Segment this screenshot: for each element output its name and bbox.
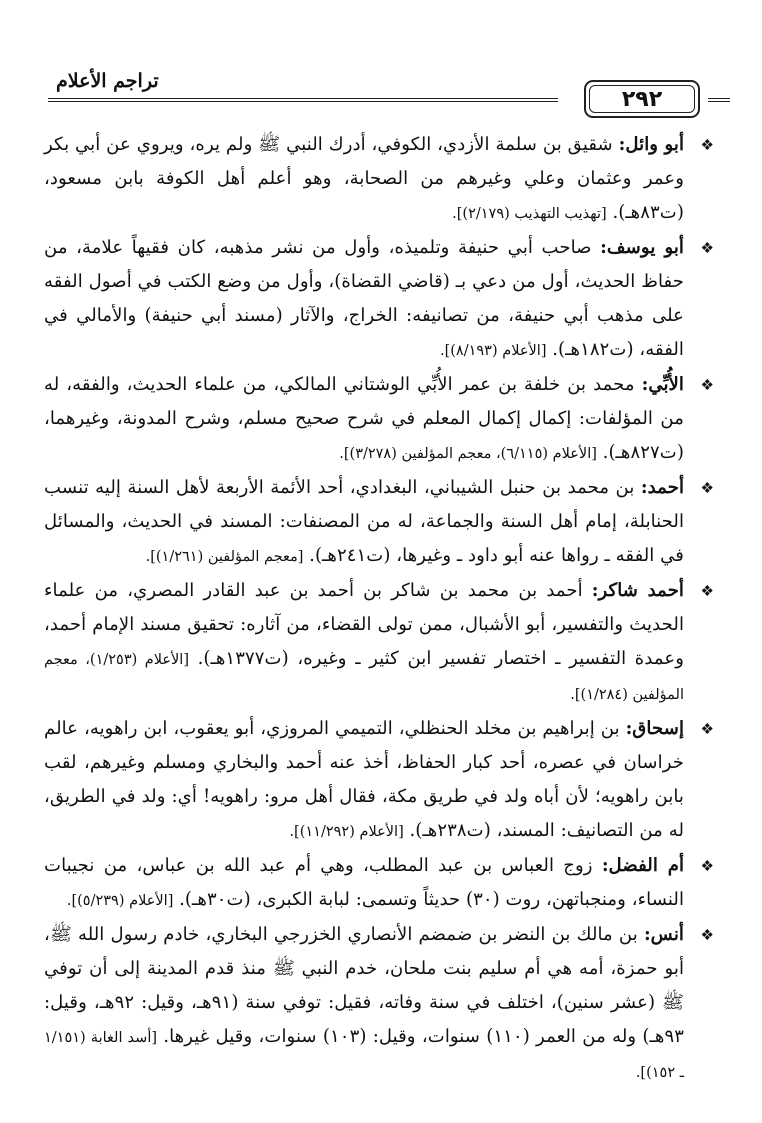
entry-name: الأُبِّي: (641, 374, 684, 395)
entry-name: أبو وائل: (618, 134, 685, 155)
diamond-bullet-icon: ❖ (700, 376, 714, 394)
biography-entry (44, 849, 714, 918)
entry-name: إسحاق: (625, 718, 684, 739)
entry-name: أحمد شاكر: (591, 580, 684, 601)
entry-name: أنس: (643, 924, 684, 945)
diamond-bullet-icon: ❖ (700, 720, 714, 738)
biography-entry (44, 128, 714, 231)
diamond-bullet-icon: ❖ (700, 136, 714, 154)
header-rule-left (48, 98, 558, 102)
entry-text: زوج العباس بن عبد المطلب، وهي أم عبد الله بن عباس، من نجيبات النساء، ومنجباتهن، روت (٣٠) حديثاً وتسمى: لبابة الكبرى، (ت٣٠هـ). (44, 855, 684, 910)
entry-text: أحمد بن محمد بن شاكر بن أحمد بن عبد القادر المصري، من علماء الحديث والتفسير، أبو الأشبال، ممن تولى القضاء، من آثاره: تحقيق مسند الإمام أحمد، وعمدة التفسير ـ اختصار تفسير ابن كثير ـ وغيره، (ت١٣٧٧هـ). (44, 580, 685, 669)
page-number: ٢٩٢ (621, 86, 663, 112)
entry-reference: [الأعلام (٨/١٩٣)]. (439, 343, 547, 359)
biography-entry (44, 574, 714, 712)
page-number-frame (584, 80, 700, 118)
entry-reference: [أسد الغابة (١/١٥١ ـ ١٥٢)]. (44, 1030, 684, 1081)
entry-text: بن مالك بن النضر بن ضمضم الأنصاري الخزرجي البخاري، خادم رسول الله ﷺ، أبو حمزة، أمه هي أم سليم بنت ملحان، خدم النبي ﷺ منذ قدم المدينة إلى أن توفي ﷺ (عشر سنين)، اختلف في سنة وفاته، فقيل: توفي سنة (٩١هـ، وقيل: ٩٢هـ، وقيل: ٩٣هـ) وله من العمر (١١٠) سنوات، وقيل: (١٠٣) سنوات، وقيل غيرها. (44, 924, 684, 1047)
entry-text: بن إبراهيم بن مخلد الحنظلي، التميمي المروزي، أبو يعقوب، ابن راهويه، عالم خراسان في عصره، أحد كبار الحفاظ، أخذ عنه أحمد والبخاري ومسلم وغيرهم، لقب بابن راهويه؛ لأن أباه ولد في طريق مكة، فقال أهل مرو: راهويه! أي: ولد في الطريق، له من التصانيف: المسند، (ت٢٣٨هـ). (44, 718, 684, 841)
biography-entry (44, 368, 714, 471)
entry-name: أم الفضل: (601, 855, 685, 876)
entry-text: شقيق بن سلمة الأزدي، الكوفي، أدرك النبي ﷺ ولم يره، ويروي عن أبي بكر وعمر وعثمان وعلي وغيرهم من الصحابة، وهو أعلم أهل الكوفة بابن مسعود، (ت٨٣هـ). (44, 134, 684, 223)
entry-name: أحمد: (640, 477, 684, 498)
diamond-bullet-icon: ❖ (700, 926, 714, 944)
biography-entry (44, 918, 714, 1090)
entry-text: صاحب أبي حنيفة وتلميذه، وأول من نشر مذهبه، كان فقيهاً علامة، من حفاظ الحديث، أول من دعي بـ (قاضي القضاة)، وأول من وضع الكتب في أصول الفقه على مذهب أبي حنيفة، من تصانيفه: الخراج، والآثار (مسند أبي حنيفة) والأمالي في الفقه، (ت١٨٢هـ). (44, 237, 684, 360)
biography-entry (44, 471, 714, 574)
diamond-bullet-icon: ❖ (700, 582, 714, 600)
running-title: تراجم الأعلام (48, 70, 163, 92)
entry-text: محمد بن خلفة بن عمر الأُبِّي الوشتاني المالكي، من علماء الحديث، والفقه، له من المؤلفات: إكمال إكمال المعلم في شرح صحيح مسلم، وشرح المدونة، وغيرهما، (ت٨٢٧هـ). (44, 374, 684, 463)
diamond-bullet-icon: ❖ (700, 857, 714, 875)
entry-reference: [معجم المؤلفين (١/٢٦١)]. (145, 549, 304, 565)
biography-entry (44, 231, 714, 368)
biography-entry (44, 712, 714, 849)
page-header (48, 70, 730, 124)
entry-reference: [الأعلام (٦/١١٥)، معجم المؤلفين (٣/٢٧٨)]. (339, 446, 597, 462)
header-rule-right (708, 98, 730, 102)
diamond-bullet-icon: ❖ (700, 479, 714, 497)
entry-name: أبو يوسف: (600, 237, 684, 258)
entry-text: بن محمد بن حنبل الشيباني، البغدادي، أحد الأئمة الأربعة لأهل السنة إليه تنسب الحنابلة، إمام أهل السنة والجماعة، له من المصنفات: المسند في الحديث، والمسائل في الفقه ـ رواها عنه أبو داود ـ وغيرها، (ت٢٤١هـ). (44, 477, 684, 566)
biography-list (44, 128, 714, 1090)
entry-reference: [الأعلام (١١/٢٩٢)]. (289, 824, 404, 840)
entry-reference: [الأعلام (٥/٢٣٩)]. (66, 893, 174, 909)
entry-reference: [الأعلام (١/٢٥٣)، معجم المؤلفين (١/٢٨٤)]. (44, 652, 684, 703)
diamond-bullet-icon: ❖ (700, 239, 714, 257)
entry-reference: [تهذيب التهذيب (٢/١٧٩)]. (452, 206, 607, 222)
